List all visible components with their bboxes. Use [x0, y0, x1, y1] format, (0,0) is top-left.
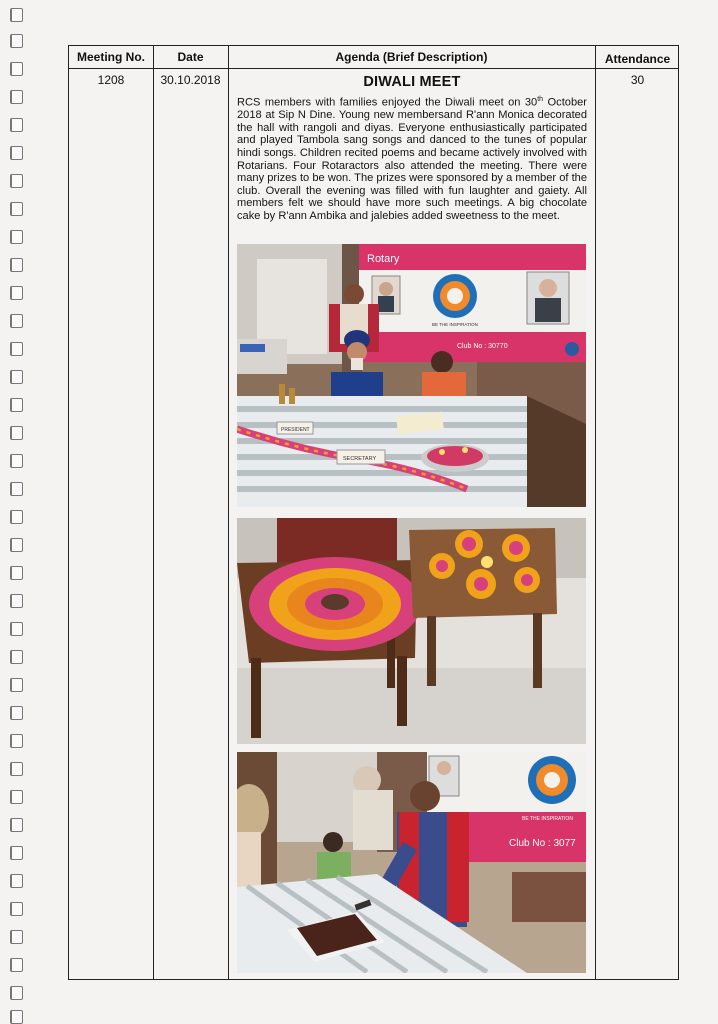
description-text-rest: October 2018 at Sip N Dine. Young new membersand R'ann Monica decorated the hall with rangoli and diyas. Everyone enthusiastically participated and played Tambola sang songs and danced to the tunes of popular hindi songs. Children recited poems and became actively involved with Rotarians. Four Rotaractors also attended the meeting. There were many prizes to be won. The prizes were sponsored by a member of the club. Overall the evening was filled with fun laughter and gaiety. All members felt we should have more such meetings. A big chocolate cake by R'ann Ambika and jalebies added sweetness to the meet.: [237, 96, 587, 223]
meeting-number: 1208: [97, 73, 125, 87]
column-divider: [153, 46, 154, 979]
header-meeting-no: Meeting No.: [77, 50, 145, 64]
binder-hole: [10, 902, 23, 916]
binder-hole: [10, 846, 23, 860]
binder-hole: [10, 1010, 23, 1024]
binder-hole: [10, 146, 23, 160]
binder-hole: [10, 90, 23, 104]
binder-hole: [10, 650, 23, 664]
agenda-title: DIWALI MEET: [363, 74, 461, 90]
binder-hole: [10, 622, 23, 636]
banner-tagline-2: BE THE INSPIRATION: [522, 816, 573, 822]
binder-hole: [10, 314, 23, 328]
header-date: Date: [177, 50, 204, 64]
binder-hole: [10, 678, 23, 692]
binder-hole: [10, 398, 23, 412]
binder-hole: [10, 286, 23, 300]
binder-holes: [10, 0, 24, 1024]
binder-hole: [10, 370, 23, 384]
binder-hole: [10, 174, 23, 188]
column-divider: [595, 46, 596, 979]
place-card-secretary: SECRETARY: [343, 456, 377, 462]
binder-hole: [10, 874, 23, 888]
binder-hole: [10, 734, 23, 748]
binder-hole: [10, 342, 23, 356]
binder-hole: [10, 118, 23, 132]
banner-club-no-2: Club No : 3077: [509, 838, 576, 849]
header-divider: [69, 68, 678, 69]
header-agenda: Agenda (Brief Description): [335, 50, 488, 64]
binder-hole: [10, 8, 23, 22]
binder-hole: [10, 566, 23, 580]
binder-hole: [10, 426, 23, 440]
binder-hole: [10, 818, 23, 832]
binder-hole: [10, 510, 23, 524]
banner-text: Rotary: [367, 253, 400, 265]
photo-head-table: [237, 244, 586, 507]
binder-hole: [10, 958, 23, 972]
binder-hole: [10, 482, 23, 496]
binder-hole: [10, 762, 23, 776]
attendance-count: 30: [630, 73, 645, 87]
binder-hole: [10, 594, 23, 608]
header-attendance: Attendance: [604, 52, 671, 66]
binder-hole: [10, 202, 23, 216]
banner-club-no: Club No : 30770: [457, 343, 508, 350]
photo-rangoli-tables: [237, 518, 586, 744]
binder-hole: [10, 34, 23, 48]
binder-hole: [10, 62, 23, 76]
binder-hole: [10, 230, 23, 244]
binder-hole: [10, 790, 23, 804]
binder-hole: [10, 930, 23, 944]
binder-hole: [10, 258, 23, 272]
binder-hole: [10, 454, 23, 468]
agenda-description: [237, 94, 587, 223]
place-card-president: PRESIDENT: [281, 427, 310, 433]
binder-hole: [10, 706, 23, 720]
ordinal-suffix: th: [537, 96, 544, 103]
binder-hole: [10, 538, 23, 552]
meeting-date: 30.10.2018: [160, 73, 221, 87]
photo-cake-cutting: [237, 752, 586, 973]
column-divider: [228, 46, 229, 979]
binder-hole: [10, 986, 23, 1000]
description-text-start: RCS members with families enjoyed the Diwali meet on 30: [237, 96, 538, 109]
banner-tagline: BE THE INSPIRATION: [432, 322, 478, 327]
